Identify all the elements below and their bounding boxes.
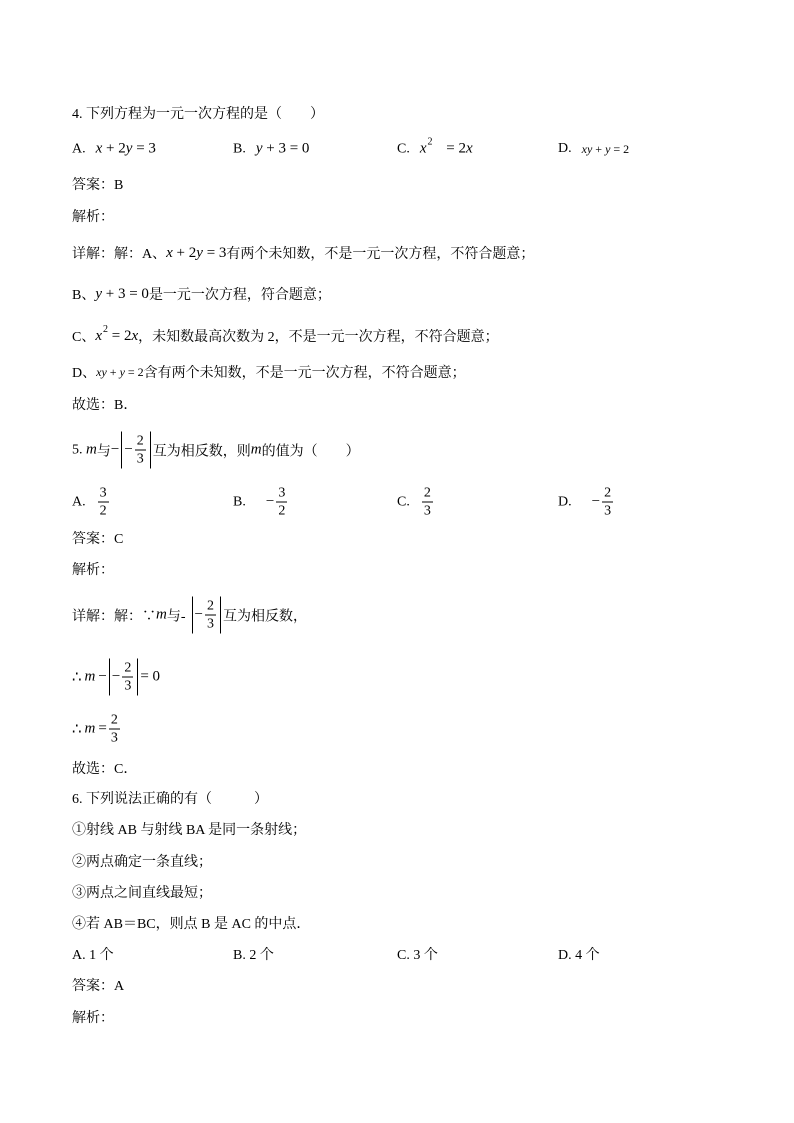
minus-sign: − xyxy=(265,493,275,510)
fraction xyxy=(135,433,146,468)
math-variable-m: m xyxy=(156,606,167,623)
q6-option-d: D. 4 个 xyxy=(558,948,600,963)
math-variable-m: m xyxy=(84,668,96,685)
q5-analysis-label: 解析： xyxy=(72,563,114,578)
q5-answer: 答案：C xyxy=(72,532,124,547)
option-expression xyxy=(419,136,473,158)
detail-prefix: 详解：解：∵ xyxy=(72,609,156,624)
q5-option-b xyxy=(233,485,289,520)
math-variable: y xyxy=(125,140,133,157)
math-variable-m: m xyxy=(84,720,96,737)
q6-statement-4: ④若 AB＝BC，则点 B 是 AC 的中点． xyxy=(72,917,311,932)
option-label: A. xyxy=(72,494,86,509)
fraction xyxy=(422,485,433,520)
detail-expression: y + 3 = 0 xyxy=(95,285,149,302)
option-label: D. xyxy=(558,141,572,156)
q5-option-d xyxy=(558,485,615,520)
math-variable: x xyxy=(465,140,473,157)
option-value xyxy=(256,485,289,520)
fraction xyxy=(98,485,109,520)
numerator: 2 xyxy=(110,712,118,728)
absolute-value xyxy=(121,432,150,469)
option-label: B. xyxy=(233,141,246,156)
q6-analysis-label: 解析： xyxy=(72,1011,114,1026)
q5-option-c xyxy=(397,485,435,520)
therefore-symbol: ∴ xyxy=(72,721,82,738)
q5-detail-line-2 xyxy=(72,659,160,696)
math-base: x xyxy=(419,140,427,157)
fraction xyxy=(602,485,613,520)
math-variable: y xyxy=(119,364,125,379)
fraction xyxy=(122,660,133,695)
q5-conclusion: 故选：C． xyxy=(72,762,138,777)
inner-sign: − xyxy=(124,441,133,458)
detail-text: 与- xyxy=(166,609,186,624)
option-expression: xy + y = 2 xyxy=(581,141,630,156)
stem-text: 互为相反数，则 xyxy=(152,444,251,459)
option-label: B. xyxy=(233,494,246,509)
absolute-value xyxy=(109,659,138,696)
q4-answer: 答案：B xyxy=(72,178,124,193)
math-variable-m: m xyxy=(86,441,97,458)
detail-expression: x + 2y = 3 xyxy=(166,244,227,261)
math-rest: = 2x xyxy=(442,140,473,157)
math-variable: x xyxy=(131,327,139,344)
q4-detail-line-3 xyxy=(72,323,499,346)
denominator: 3 xyxy=(110,730,118,746)
stem-text: 的值为（ ） xyxy=(261,444,360,459)
numerator: 2 xyxy=(136,433,144,449)
q4-detail-line-1 xyxy=(72,243,534,263)
q4-analysis-label: 解析： xyxy=(72,210,114,225)
denominator: 2 xyxy=(278,503,286,519)
minus-sign: − xyxy=(110,441,120,458)
option-label: A. xyxy=(72,141,86,156)
math-variable: y xyxy=(255,140,263,157)
denominator: 2 xyxy=(99,503,107,519)
numerator: 2 xyxy=(206,598,214,614)
q6-statement-3: ③两点之间直线最短； xyxy=(72,886,212,901)
math-rest: = 2x xyxy=(108,327,139,344)
q4-option-c xyxy=(397,136,473,158)
therefore-symbol: ∴ xyxy=(72,669,82,686)
option-value xyxy=(582,485,615,520)
math-variable-m: m xyxy=(250,441,262,458)
math-variable: x xyxy=(95,140,103,157)
inner-sign: − xyxy=(111,668,121,685)
math-variable: xy xyxy=(96,364,107,379)
math-variable: x xyxy=(166,244,173,261)
absolute-value xyxy=(192,597,221,634)
question-number: 5. xyxy=(72,442,86,457)
detail-text: 互为相反数， xyxy=(222,609,307,624)
q4-option-b xyxy=(233,141,309,158)
denominator: 3 xyxy=(124,678,132,694)
math-variable: y xyxy=(605,141,611,156)
math-variable: y xyxy=(95,285,103,302)
option-label: C. xyxy=(397,494,410,509)
math-exponent: 2 xyxy=(103,323,109,335)
q5-detail-line-1 xyxy=(72,597,307,634)
math-base: x xyxy=(95,327,103,344)
minus-sign: − xyxy=(591,493,601,510)
detail-suffix: 含有两个未知数，不是一元一次方程，不符合题意； xyxy=(143,366,466,381)
q6-option-a: A. 1 个 xyxy=(72,948,114,963)
equation-rest: = 0 xyxy=(140,668,161,685)
q4-option-a xyxy=(72,141,156,158)
q6-option-c: C. 3 个 xyxy=(397,948,438,963)
option-label: D. xyxy=(558,494,572,509)
q5-option-a xyxy=(72,485,111,520)
detail-prefix: C、 xyxy=(72,330,96,345)
q6-answer: 答案：A xyxy=(72,979,125,994)
q4-stem: 4. 下列方程为一元一次方程的是（ ） xyxy=(72,107,324,122)
q6-stem: 6. 下列说法正确的有（ ） xyxy=(72,792,268,807)
denominator: 3 xyxy=(206,616,214,632)
q4-conclusion: 故选：B． xyxy=(72,398,138,413)
math-variable: xy xyxy=(581,141,593,156)
option-label: C. xyxy=(397,141,410,156)
q6-statement-2: ②两点确定一条直线； xyxy=(72,855,212,870)
fraction xyxy=(205,598,216,633)
option-expression: x + 2y = 3 xyxy=(95,140,156,157)
q4-option-d xyxy=(558,141,629,157)
q6-statement-1: ①射线 AB 与射线 BA 是同一条射线； xyxy=(72,823,307,838)
q5-detail-line-3 xyxy=(72,712,122,747)
math-exponent: 2 xyxy=(427,136,433,148)
numerator: 2 xyxy=(423,485,431,501)
q4-detail-line-4 xyxy=(72,362,466,382)
math-variable: y xyxy=(196,244,203,261)
detail-suffix: 有两个未知数，不是一元一次方程，不符合题意； xyxy=(226,247,535,262)
detail-expression: xy + y = 2 xyxy=(96,364,144,379)
numerator: 2 xyxy=(604,485,612,501)
numerator: 3 xyxy=(278,485,286,501)
numerator: 3 xyxy=(99,485,107,501)
detail-prefix: B、 xyxy=(72,288,96,303)
denominator: 3 xyxy=(136,451,144,467)
option-value xyxy=(420,485,435,520)
denominator: 3 xyxy=(423,503,431,519)
option-expression: y + 3 = 0 xyxy=(255,140,310,157)
detail-suffix: 是一元一次方程，符合题意； xyxy=(148,288,331,303)
q5-stem xyxy=(72,432,360,469)
q4-detail-line-2 xyxy=(72,284,331,304)
numerator: 2 xyxy=(124,660,132,676)
option-value xyxy=(96,485,111,520)
q6-option-b: B. 2 个 xyxy=(233,948,274,963)
stem-text: 与 xyxy=(96,444,111,459)
detail-prefix: 详解：解：A、 xyxy=(72,247,167,262)
fraction xyxy=(276,485,287,520)
inner-sign: − xyxy=(194,606,203,623)
operator: − xyxy=(98,668,107,685)
detail-prefix: D、 xyxy=(72,366,97,381)
fraction xyxy=(109,712,120,747)
operator: = xyxy=(98,720,107,737)
denominator: 3 xyxy=(604,503,612,519)
detail-suffix: ，未知数最高次数为 2，不是一元一次方程，不符合题意； xyxy=(138,330,499,345)
